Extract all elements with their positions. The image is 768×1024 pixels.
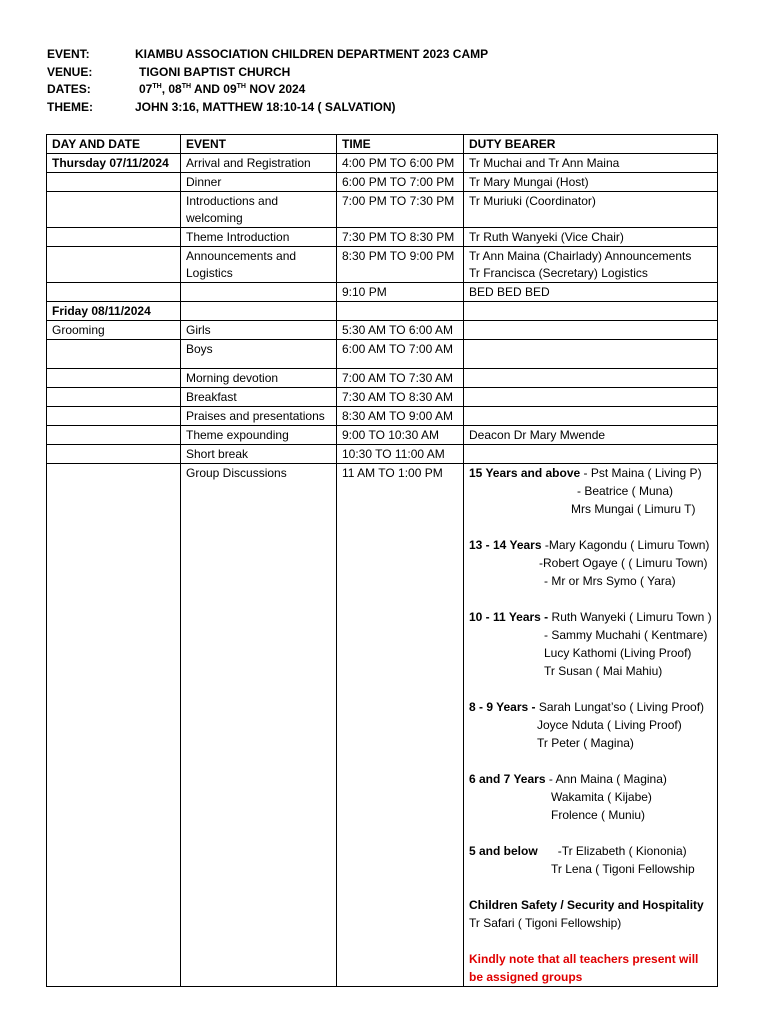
schedule-table [46, 134, 718, 987]
group-member: Frolence ( Muniu) [551, 808, 646, 822]
group-member: - Mr or Mrs Symo ( Yara) [544, 574, 676, 588]
venue-label: VENUE: [47, 64, 93, 79]
table-row [47, 247, 718, 283]
row-time: 9:10 PM [337, 283, 464, 302]
row-time: 7:30 PM TO 8:30 PM [337, 228, 464, 247]
row-time: 7:00 AM TO 7:30 AM [337, 369, 464, 388]
row-day [47, 369, 181, 388]
row-event: Breakfast [181, 388, 337, 407]
row-time: 7:00 PM TO 7:30 PM [337, 192, 464, 228]
row-event: Dinner [181, 173, 337, 192]
group-member: - Beatrice ( Muna) [577, 484, 674, 498]
row-time: 8:30 AM TO 9:00 AM [337, 407, 464, 426]
theme-label: THEME: [47, 99, 93, 114]
row-time: 10:30 TO 11:00 AM [337, 445, 464, 464]
table-row [47, 321, 718, 340]
event-label: EVENT: [47, 47, 90, 61]
row-time: 7:30 AM TO 8:30 AM [337, 388, 464, 407]
row-time: 11 AM TO 1:00 PM [337, 464, 464, 987]
header-time: TIME [337, 135, 464, 154]
group-member: Lucy Kathomi (Living Proof) [544, 646, 692, 660]
dates-value [139, 81, 305, 99]
group-member: Ruth Wanyeki ( Limuru Town ) [548, 610, 712, 624]
row-time: 8:30 PM TO 9:00 PM [337, 247, 464, 283]
row-duty [464, 340, 718, 369]
table-row [47, 283, 718, 302]
group-13-14 [469, 536, 712, 590]
table-row [47, 154, 718, 173]
group-member: Sarah Lungat’so ( Living Proof) [535, 700, 705, 714]
row-day [47, 388, 181, 407]
group-member: Mrs Mungai ( Limuru T) [571, 502, 696, 516]
group-label: 8 - 9 Years - [469, 700, 536, 714]
table-row [47, 369, 718, 388]
row-event [181, 340, 337, 369]
row-duty: BED BED BED [464, 283, 718, 302]
header-event: EVENT [181, 135, 337, 154]
row-duty [464, 247, 718, 283]
date-2-suffix: TH [181, 83, 192, 90]
group-8-9 [469, 698, 712, 752]
row-event: Short break [181, 445, 337, 464]
table-row [47, 407, 718, 426]
venue-value: TIGONI BAPTIST CHURCH [139, 64, 291, 79]
dates-month: NOV 2024 [245, 82, 306, 96]
table-row [47, 340, 718, 369]
event-text: Boys [186, 342, 213, 356]
table-row [47, 426, 718, 445]
row-day [47, 426, 181, 445]
row-time: 9:00 TO 10:30 AM [337, 426, 464, 445]
group-15-plus [469, 464, 712, 518]
row-day [47, 192, 181, 228]
table-row [47, 445, 718, 464]
row-event: Theme expounding [181, 426, 337, 445]
row-time: 6:00 PM TO 7:00 PM [337, 173, 464, 192]
group-label: 5 and below [469, 844, 538, 858]
table-row-groups [47, 464, 718, 987]
row-event: Praises and presentations [181, 407, 337, 426]
row-event [181, 283, 337, 302]
row-day [47, 247, 181, 283]
header-duty: DUTY BEARER [464, 135, 718, 154]
row-day [47, 340, 181, 369]
group-safety [469, 896, 712, 932]
row-duty [464, 407, 718, 426]
row-day [47, 445, 181, 464]
date-3: AND 09 [191, 82, 237, 96]
group-member: - Ann Maina ( Magina) [545, 772, 667, 786]
group-member: - Sammy Muchahi ( Kentmare) [544, 628, 708, 642]
table-row [47, 192, 718, 228]
teachers-note: Kindly note that all teachers present will be assigned groups [469, 952, 699, 984]
row-day [47, 228, 181, 247]
group-6-7 [469, 770, 712, 824]
date-1: 07 [139, 82, 153, 96]
row-duty [464, 302, 718, 321]
row-duty: Tr Mary Mungai (Host) [464, 173, 718, 192]
table-row [47, 302, 718, 321]
day-friday: Friday 08/11/2024 [47, 302, 181, 321]
date-2: , 08 [161, 82, 182, 96]
row-event: Morning devotion [181, 369, 337, 388]
theme-value: JOHN 3:16, MATTHEW 18:10-14 ( SALVATION) [135, 99, 396, 114]
group-label: 6 and 7 Years [469, 772, 546, 786]
group-label: 15 Years and above [469, 466, 581, 480]
row-duty [464, 445, 718, 464]
group-member: Tr Susan ( Mai Mahiu) [544, 664, 663, 678]
row-duty [464, 321, 718, 340]
group-member: - Pst Maina ( Living P) [580, 466, 702, 480]
row-event: Theme Introduction [181, 228, 337, 247]
date-3-suffix: TH [236, 83, 246, 90]
duty-line: Tr Francisca (Secretary) Logistics [469, 266, 648, 280]
header-day: DAY AND DATE [47, 135, 181, 154]
row-day [47, 464, 181, 987]
row-duty: Tr Muriuki (Coordinator) [464, 192, 718, 228]
row-time: 4:00 PM TO 6:00 PM [337, 154, 464, 173]
group-member: -Robert Ogaye ( ( Limuru Town) [539, 556, 708, 570]
row-day [47, 173, 181, 192]
event-value: KIAMBU ASSOCIATION CHILDREN DEPARTMENT 2023 CAMP [135, 47, 489, 61]
group-label: Children Safety / Security and Hospitality [469, 898, 704, 912]
duty-line: Tr Ann Maina (Chairlady) Announcements [469, 249, 692, 263]
row-event [181, 302, 337, 321]
row-event: Announcements and Logistics [181, 247, 337, 283]
row-duty: Tr Muchai and Tr Ann Maina [464, 154, 718, 173]
group-label: 10 - 11 Years - [469, 610, 549, 624]
group-label: 13 - 14 Years [469, 538, 542, 552]
row-day [47, 283, 181, 302]
row-day [47, 407, 181, 426]
row-time: 5:30 AM TO 6:00 AM [337, 321, 464, 340]
table-row [47, 228, 718, 247]
row-event: Girls [181, 321, 337, 340]
group-member: Wakamita ( Kijabe) [551, 790, 652, 804]
group-member: -Mary Kagondu ( Limuru Town) [541, 538, 710, 552]
group-assignments [464, 464, 718, 987]
dates-label: DATES: [47, 82, 91, 96]
row-event: Introductions and welcoming [181, 192, 337, 228]
group-member: Joyce Nduta ( Living Proof) [537, 718, 682, 732]
row-day: Grooming [47, 321, 181, 340]
table-row [47, 388, 718, 407]
group-member: Tr Lena ( Tigoni Fellowship [551, 862, 695, 876]
row-duty: Deacon Dr Mary Mwende [464, 426, 718, 445]
row-time: 6:00 AM TO 7:00 AM [337, 340, 464, 369]
row-event: Group Discussions [181, 464, 337, 987]
table-row [47, 173, 718, 192]
group-10-11 [469, 608, 712, 680]
row-duty [464, 388, 718, 407]
row-time [337, 302, 464, 321]
day-thursday: Thursday 07/11/2024 [47, 154, 181, 173]
group-member: Tr Peter ( Magina) [537, 736, 634, 750]
row-duty: Tr Ruth Wanyeki (Vice Chair) [464, 228, 718, 247]
row-event: Arrival and Registration [181, 154, 337, 173]
group-member: -Tr Elizabeth ( Kiononia) [537, 844, 687, 858]
date-1-suffix: TH [152, 83, 162, 90]
group-5-below [469, 842, 712, 878]
table-header-row [47, 135, 718, 154]
group-member: Tr Safari ( Tigoni Fellowship) [469, 916, 622, 930]
row-duty [464, 369, 718, 388]
